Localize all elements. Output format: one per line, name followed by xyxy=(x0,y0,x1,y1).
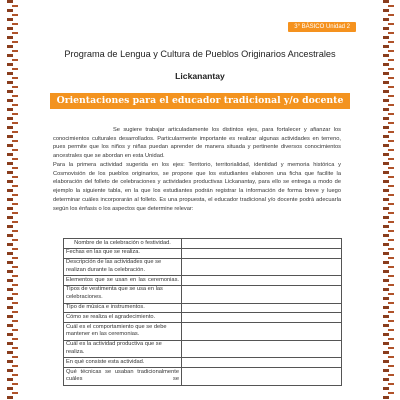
grade-unit-badge: 3° BÁSICO Unidad 2 xyxy=(288,22,356,32)
table-row xyxy=(64,258,342,276)
decorative-border-left xyxy=(5,0,19,400)
table-label-cell: Cómo se realiza el agradecimiento. xyxy=(64,313,182,323)
table-label-cell: Cuál es la actividad productiva que se realiza. xyxy=(64,340,182,358)
table-row xyxy=(64,368,342,386)
table-value-cell xyxy=(182,323,342,341)
table-label-cell: En qué consiste esta actividad. xyxy=(64,358,182,368)
decorative-border-right xyxy=(381,0,395,400)
table-label-cell: Fechas en las que se realiza. xyxy=(64,248,182,258)
activity-record-table xyxy=(63,238,342,386)
table-row xyxy=(64,239,342,249)
table-value-cell xyxy=(182,358,342,368)
table-value-cell xyxy=(182,313,342,323)
table-value-cell xyxy=(182,258,342,276)
section-banner: Orientaciones para el educador tradicional y/o docente xyxy=(50,93,350,109)
body-paragraph-1: Se sugiere trabajar articuladamente los distintos ejes, para fortalecer y afianzar los conocimientos culturales desarrollados. Particularmente importante es realizar algunas actividades en terreno, pues permite que los niños y niñas puedan aprender de manera situada y pertinente diversos conocimientos ancestrales que se abordan en esta Unidad. xyxy=(53,127,341,160)
table-value-cell xyxy=(182,276,342,286)
body-paragraph-2: Para la primera actividad sugerida en los ejes: Territorio, territorialidad, identidad y memoria histórica y Cosmovisión de los pueblos originarios, se propone que los estudiantes elaboren una ficha que facilite la elaboración del folleto de celebraciones y actividades productivas Lickanantay, para ello se entrega a modo de ejemplo la siguiente tabla, en la que los estudiantes podrán registrar la información de forma breve y luego determinar cuáles incorporarán al folleto. Es una propuesta, el educador tradicional y/o docente podrá adecuarla según los énfasis o los aspectos que determine relevar: xyxy=(53,162,341,212)
table-row xyxy=(64,303,342,313)
table-value-cell xyxy=(182,303,342,313)
document-title: Lickanantay xyxy=(175,71,225,81)
program-title: Programa de Lengua y Cultura de Pueblos Originarios Ancestrales xyxy=(64,49,336,59)
table-row xyxy=(64,340,342,358)
table-row xyxy=(64,248,342,258)
table-row xyxy=(64,358,342,368)
table-label-cell: Descripción de las actividades que se realizan durante la celebración. xyxy=(64,258,182,276)
table-label-cell: Nombre de la celebración o festividad. xyxy=(64,239,182,249)
table-row xyxy=(64,323,342,341)
table-label-cell: Tipos de vestimenta que se usa en las celebraciones. xyxy=(64,285,182,303)
table-row xyxy=(64,313,342,323)
table-value-cell xyxy=(182,239,342,249)
table-label-cell: Elementos que se usan en las ceremonias. xyxy=(64,276,182,286)
table-label-cell: Qué técnicas se usaban tradicionalmente cuáles se xyxy=(64,368,182,386)
table-value-cell xyxy=(182,368,342,386)
table-value-cell xyxy=(182,248,342,258)
table-row xyxy=(64,285,342,303)
table-value-cell xyxy=(182,340,342,358)
table-value-cell xyxy=(182,285,342,303)
table-row xyxy=(64,276,342,286)
table-label-cell: Tipo de música e instrumentos. xyxy=(64,303,182,313)
table-label-cell: Cuál es el comportamiento que se debe mantener en las ceremonias. xyxy=(64,323,182,341)
